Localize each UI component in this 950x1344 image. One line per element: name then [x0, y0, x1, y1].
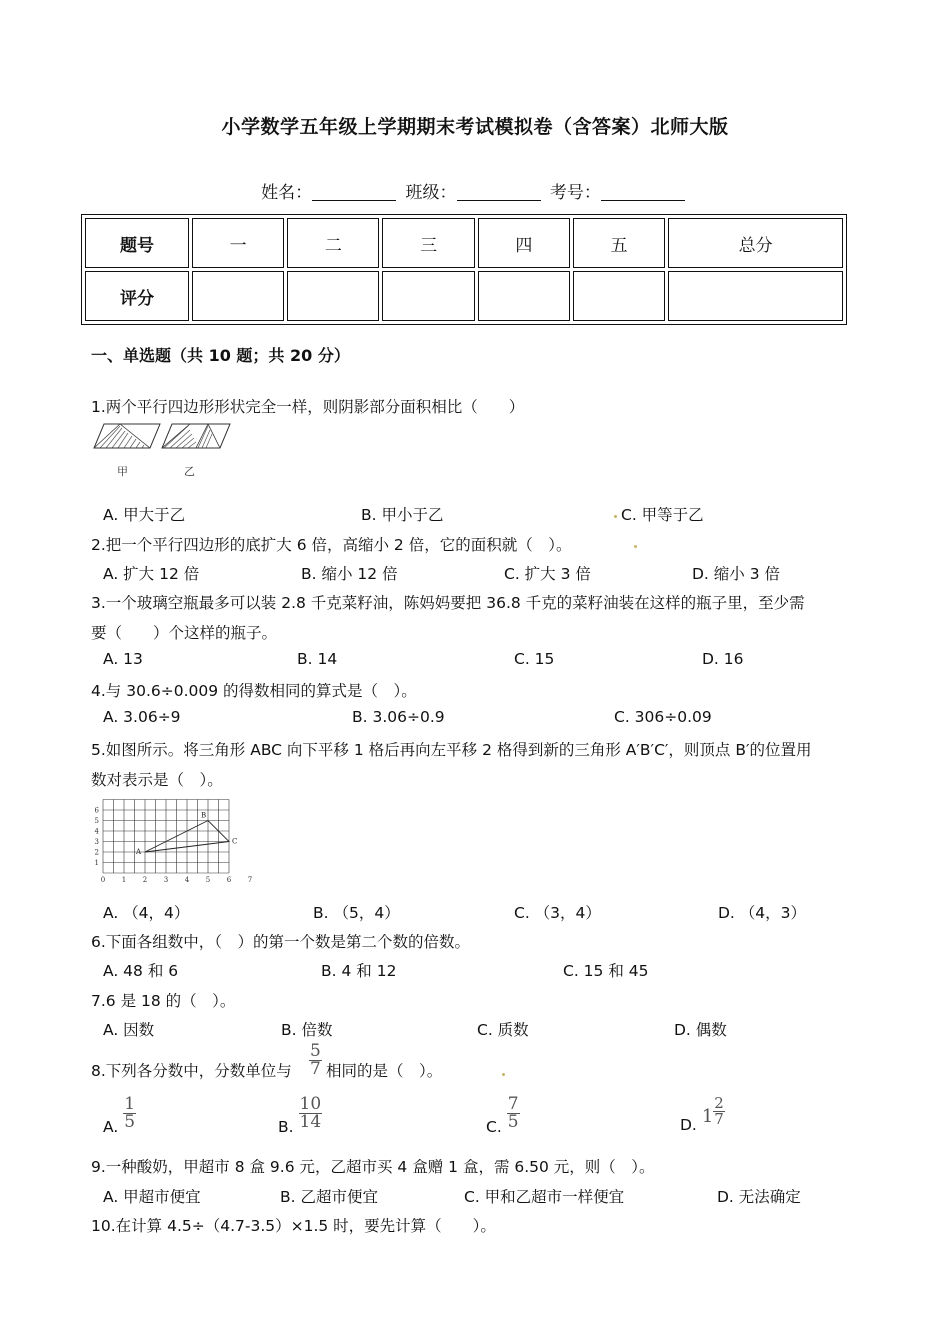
question-8-stem-after: 相同的是（ ）。	[326, 1062, 443, 1080]
vertex-label: C	[232, 837, 238, 846]
y-tick-label: 2	[94, 848, 99, 857]
fraction	[713, 1096, 725, 1127]
vertex-label: A	[136, 848, 142, 856]
fraction	[123, 1096, 136, 1131]
q1-option-c[interactable]: C. 甲等于乙	[621, 506, 704, 524]
figure-yi-outline	[162, 424, 230, 448]
header-cell: 三	[382, 218, 474, 268]
vertex-label: B	[201, 811, 207, 820]
question-10-stem: 10.在计算 4.5÷（4.7-3.5）×1.5 时，要先计算（ ）。	[91, 1217, 496, 1235]
q3-option-b[interactable]: B. 14	[297, 650, 338, 668]
option-label: D.	[680, 1116, 697, 1134]
x-tick-label: 7	[247, 876, 253, 884]
fraction-denominator: 5	[124, 1112, 136, 1132]
header-cell: 总分	[668, 218, 843, 268]
score-cell[interactable]	[287, 271, 379, 321]
x-tick-label: 6	[226, 876, 232, 884]
q8-option-d[interactable]	[680, 1096, 725, 1134]
q3-option-d[interactable]: D. 16	[702, 650, 744, 668]
q4-option-a[interactable]: A. 3.06÷9	[103, 708, 181, 726]
q9-option-d[interactable]: D. 无法确定	[717, 1188, 801, 1206]
page-title: 小学数学五年级上学期期末考试模拟卷（含答案）北师大版	[221, 116, 729, 138]
header-cell: 题号	[85, 218, 189, 268]
y-tick-label: 4	[94, 827, 99, 836]
question-1-figure	[92, 422, 234, 454]
question-8-stem-before: 8.下列各分数中，分数单位与	[91, 1062, 292, 1080]
y-tick-label: 6	[94, 806, 99, 815]
q3-option-c[interactable]: C. 15	[514, 650, 555, 668]
q8-option-c[interactable]	[486, 1096, 520, 1136]
speck-mark	[614, 515, 617, 518]
question-7-stem: 7.6 是 18 的（ ）。	[91, 992, 236, 1010]
fraction-numerator: 2	[714, 1094, 724, 1112]
section-heading: 一、单选题（共 10 题；共 20 分）	[91, 346, 350, 365]
score-row-label: 评分	[85, 271, 189, 321]
score-table	[81, 214, 847, 325]
option-label: A.	[103, 1118, 119, 1136]
question-3-stem-line2: 要（ ）个这样的瓶子。	[91, 624, 278, 642]
q8-option-b[interactable]	[278, 1096, 322, 1136]
question-5-stem-line1: 5.如图所示。将三角形 ABC 向下平移 1 格后再向左平移 2 格得到新的三角形 A′B′C′，则顶点 B′的位置用	[91, 741, 812, 759]
number-blank[interactable]	[601, 184, 685, 201]
q6-option-c[interactable]: C. 15 和 45	[563, 962, 649, 980]
number-label: 考号：	[549, 183, 601, 203]
score-cell[interactable]	[573, 271, 665, 321]
question-5-stem-line2: 数对表示是（ ）。	[91, 771, 223, 789]
fraction-numerator: 7	[507, 1094, 519, 1114]
fraction-numerator: 10	[299, 1094, 322, 1114]
q7-option-b[interactable]: B. 倍数	[281, 1021, 333, 1039]
fraction	[507, 1096, 520, 1131]
x-tick-label: 5	[205, 876, 211, 884]
fraction-denominator: 7	[310, 1059, 321, 1079]
speck-mark	[502, 1073, 505, 1076]
q3-option-a[interactable]: A. 13	[103, 650, 143, 668]
q2-option-a[interactable]: A. 扩大 12 倍	[103, 565, 200, 583]
x-tick-label: 0	[100, 876, 106, 884]
score-cell[interactable]	[478, 271, 570, 321]
q6-option-a[interactable]: A. 48 和 6	[103, 962, 179, 980]
question-2-stem: 2.把一个平行四边形的底扩大 6 倍，高缩小 2 倍，它的面积就（ ）。	[91, 536, 572, 554]
figure-label-yi: 乙	[184, 465, 195, 478]
x-tick-label: 1	[121, 876, 127, 884]
x-tick-label: 4	[184, 876, 190, 884]
q1-option-b[interactable]: B. 甲小于乙	[361, 506, 444, 524]
score-table-header-row	[85, 218, 843, 268]
name-label: 姓名：	[261, 183, 313, 203]
question-8-stem-fraction	[309, 1043, 322, 1078]
q9-option-a[interactable]: A. 甲超市便宜	[103, 1188, 201, 1206]
header-cell: 二	[287, 218, 379, 268]
fraction-denominator: 7	[714, 1110, 724, 1128]
q4-option-b[interactable]: B. 3.06÷0.9	[352, 708, 445, 726]
x-tick-label: 2	[142, 876, 148, 884]
question-1-stem: 1.两个平行四边形形状完全一样，则阴影部分面积相比（ ）	[91, 398, 525, 416]
x-tick-label: 3	[163, 876, 169, 884]
score-cell[interactable]	[668, 271, 843, 321]
mixed-whole: 1	[701, 1106, 714, 1127]
name-blank[interactable]	[312, 184, 396, 201]
score-cell[interactable]	[382, 271, 474, 321]
question-4-stem: 4.与 30.6÷0.009 的得数相同的算式是（ ）。	[91, 682, 417, 700]
fraction-numerator: 1	[124, 1094, 136, 1114]
q1-option-a[interactable]: A. 甲大于乙	[103, 506, 186, 524]
y-tick-label: 3	[94, 838, 99, 846]
q5-option-a[interactable]: A. （4，4）	[103, 904, 190, 922]
option-label: C.	[486, 1118, 502, 1136]
figure-label-jia: 甲	[117, 465, 128, 478]
class-blank[interactable]	[457, 184, 541, 201]
option-label: B.	[278, 1118, 294, 1136]
question-5-grid-figure	[92, 797, 253, 885]
fraction-numerator: 5	[310, 1041, 321, 1061]
q2-option-d[interactable]: D. 缩小 3 倍	[692, 565, 781, 583]
student-info	[0, 178, 950, 203]
header-cell: 四	[478, 218, 570, 268]
q5-option-d[interactable]: D. （4，3）	[718, 904, 807, 922]
q5-option-b[interactable]: B. （5，4）	[313, 904, 400, 922]
q8-option-a[interactable]	[103, 1096, 136, 1136]
score-cell[interactable]	[192, 271, 284, 321]
y-tick-label: 5	[94, 817, 99, 825]
q6-option-b[interactable]: B. 4 和 12	[321, 962, 397, 980]
q7-option-d[interactable]: D. 偶数	[674, 1021, 727, 1039]
fraction-denominator: 14	[299, 1112, 322, 1132]
q2-option-b[interactable]: B. 缩小 12 倍	[301, 565, 398, 583]
fraction-denominator: 5	[507, 1112, 519, 1132]
fraction	[299, 1096, 323, 1131]
question-3-stem-line1: 3.一个玻璃空瓶最多可以装 2.8 千克菜籽油，陈妈妈要把 36.8 千克的菜籽油装在这样的瓶子里，至少需	[91, 594, 805, 612]
q9-option-b[interactable]: B. 乙超市便宜	[280, 1188, 378, 1206]
header-cell: 一	[192, 218, 284, 268]
q9-option-c[interactable]: C. 甲和乙超市一样便宜	[464, 1188, 625, 1206]
score-table-score-row	[85, 271, 843, 321]
q2-option-c[interactable]: C. 扩大 3 倍	[504, 565, 591, 583]
class-label: 班级：	[405, 183, 457, 203]
q7-option-c[interactable]: C. 质数	[477, 1021, 529, 1039]
q5-option-c[interactable]: C. （3，4）	[514, 904, 601, 922]
y-tick-label: 1	[94, 859, 99, 867]
question-6-stem: 6.下面各组数中，（ ）的第一个数是第二个数的倍数。	[91, 933, 471, 951]
header-cell: 五	[573, 218, 665, 268]
q4-option-c[interactable]: C. 306÷0.09	[614, 708, 712, 726]
speck-mark	[634, 545, 637, 548]
question-9-stem: 9.一种酸奶，甲超市 8 盒 9.6 元，乙超市买 4 盒赠 1 盒，需 6.50 元，则（ ）。	[91, 1158, 655, 1176]
q7-option-a[interactable]: A. 因数	[103, 1021, 155, 1039]
